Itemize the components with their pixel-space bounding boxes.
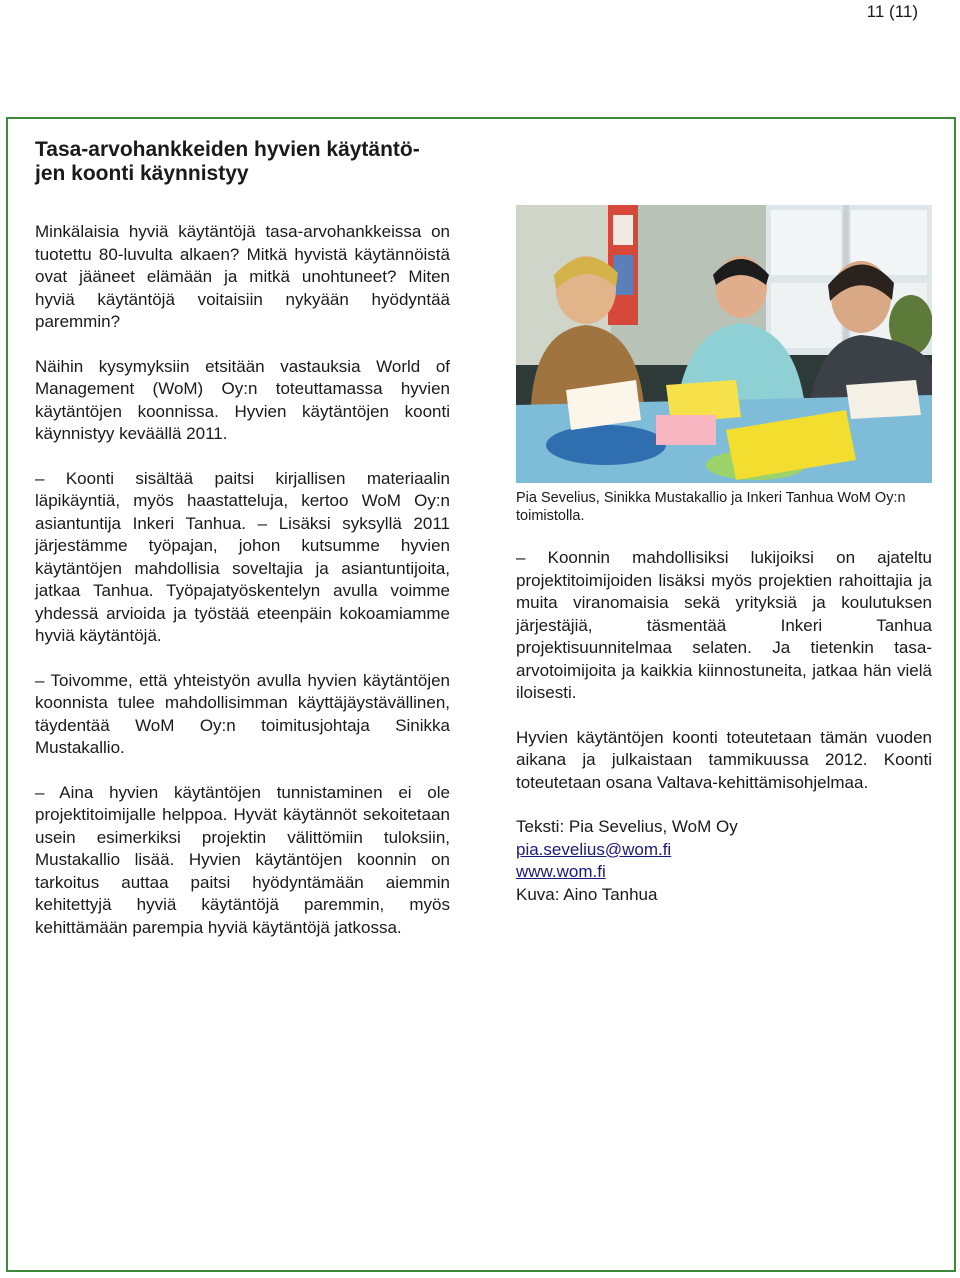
photo-caption: Pia Sevelius, Sinikka Mustakallio ja Inkeri Tanhua WoM Oy:n toimistolla. — [516, 490, 906, 524]
credits-author: Teksti: Pia Sevelius, WoM Oy — [516, 817, 738, 836]
article-photo — [516, 205, 932, 483]
paragraph-readers: – Koonnin mahdollisiksi lukijoiksi on ajateltu projektitoimijoiden lisäksi myös projektien rahoittajia ja muita viranomaisia sekä yrityksiä ja koulutuksen järjestäjiä, täsmentää Inkeri Tanhua projektisuunnitelmaa selaten. Ja tietenkin tasa-arvotoimijoita ja kaikkia kiinnostuneita, jatkaa hän vielä iloisesti. — [516, 548, 932, 702]
page-number: 11 (11) — [866, 2, 918, 21]
credits — [516, 816, 932, 906]
article-right-column — [516, 205, 932, 906]
article-title-line1: Tasa-arvohankkeiden hyvien käytäntö- — [35, 138, 420, 161]
paragraph-schedule: Hyvien käytäntöjen koonti toteutetaan tämän vuoden aikana ja julkaistaan tammikuussa 2012. Koonti toteutetaan osana Valtava-kehittämisohjelmaa. — [516, 727, 932, 792]
article-title-line2: jen koonti käynnistyy — [35, 162, 249, 185]
paragraph-tanhua: – Koonti sisältää paitsi kirjallisen materiaalin läpikäyntiä, myös haastatteluja, kertoo WoM Oy:n asiantuntija Inkeri Tanhua. – Lisäksi syksyllä 2011 järjestämme työpajan, johon kutsumme hyvien käytäntöjen mahdollisia soveltajia ja asiantuntijoita, jatkaa Tanhua. Työpajatyöskentelyn avulla voimme yhdessä arvioida ja työstää eteenpäin kokoamiamme hyviä käytäntöjä. — [35, 468, 450, 645]
article-left-column — [35, 138, 450, 961]
paragraph-intro: Minkälaisia hyviä käytäntöjä tasa-arvohankkeissa on tuotettu 80-luvulta alkaen? Mitkä hyvistä käytännöistä ovat jääneet elämään ja mitkä unohtuneet? Miten hyviä käytäntöjä voitaisiin nykyään hyödyntää paremmin? — [35, 222, 450, 331]
photo-credit: Kuva: Aino Tanhua — [516, 884, 658, 904]
email-link[interactable]: pia.sevelius@wom.fi — [516, 839, 672, 859]
paragraph-mustakallio: – Toivomme, että yhteistyön avulla hyvien käytäntöjen koonnista tulee mahdollisimman käyttäjäystävällinen, täydentää WoM Oy:n toimitusjohtaja Sinikka Mustakallio. — [35, 670, 450, 757]
website-link[interactable]: www.wom.fi — [516, 862, 606, 881]
article-title — [35, 138, 450, 186]
paragraph-wom: Näihin kysymyksiin etsitään vastauksia World of Management (WoM) Oy:n toteuttamassa hyvien käytäntöjen koonnissa. Hyvien käytäntöjen koonti käynnistyy keväällä 2011. — [35, 356, 450, 443]
paragraph-recognition: – Aina hyvien käytäntöjen tunnistaminen ei ole projektitoimijalle helppoa. Hyvät käytännöt sekoitetaan usein esimerkiksi projektin välittömiin tuloksiin, Mustakallio lisää. Hyvien käytäntöjen koonnin on tarkoitus auttaa paitsi hyödyntämään aiemmin kehitettyjä hyviä käytäntöjä paremmin, myös kehittämään parempia hyviä käytäntöjä jatkossa. — [35, 782, 450, 937]
